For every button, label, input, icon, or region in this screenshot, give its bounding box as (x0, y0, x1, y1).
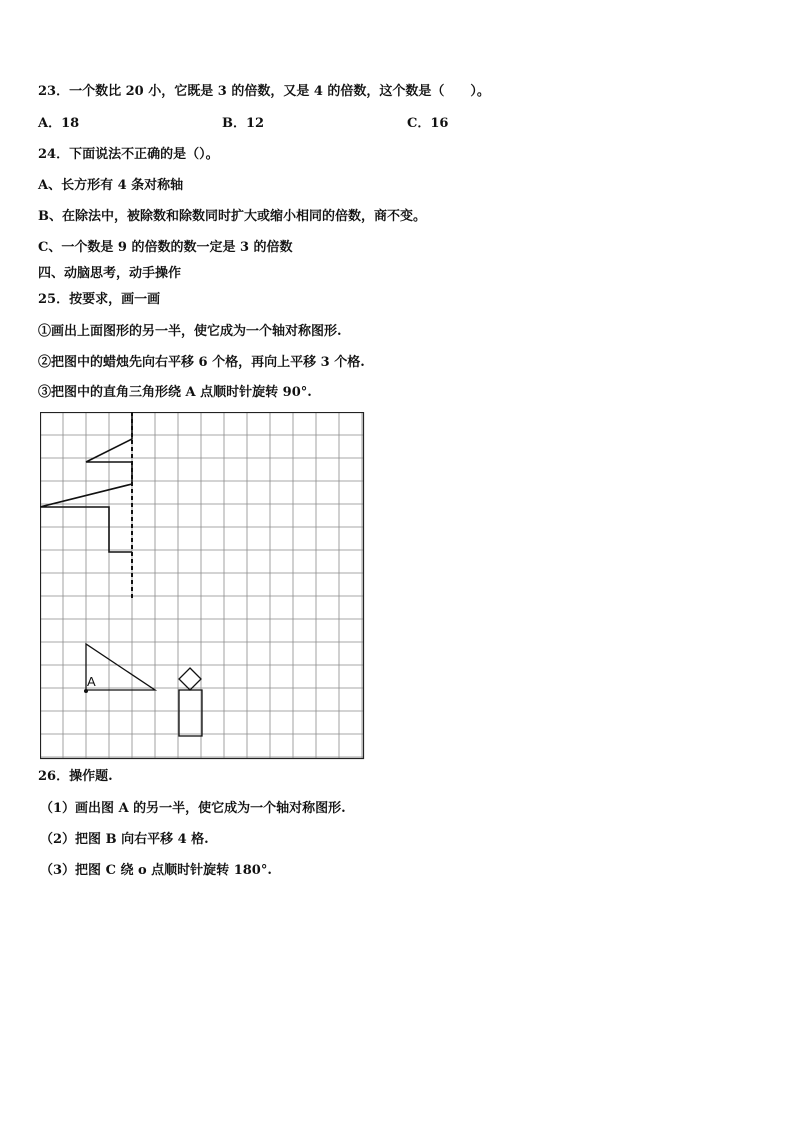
q25-item-2: ②把图中的蜡烛先向右平移 6 个格，再向上平移 3 个格. (38, 355, 365, 370)
candle-flame-shape (179, 668, 201, 690)
q24-option-a: A、长方形有 4 条对称轴 (38, 178, 184, 193)
right-triangle-shape (86, 644, 155, 690)
q23-option-c: C．16 (407, 116, 449, 131)
q24-option-b: B、在除法中，被除数和除数同时扩大或缩小相同的倍数，商不变。 (38, 209, 426, 224)
q26-item-2: （2）把图 B 向右平移 4 格. (40, 832, 209, 847)
grid-figure (40, 412, 366, 760)
q25-stem: 25．按要求，画一画 (38, 292, 161, 307)
q25-item-1: ①画出上面图形的另一半，使它成为一个轴对称图形. (38, 324, 342, 339)
section-heading: 四、动脑思考，动手操作 (38, 266, 182, 281)
point-a-dot (84, 689, 88, 693)
q25-item-3: ③把图中的直角三角形绕 A 点顺时针旋转 90°. (38, 385, 312, 400)
point-a-label: A (87, 674, 96, 689)
q26-item-3: （3）把图 C 绕 o 点顺时针旋转 180°. (40, 863, 272, 878)
q26-item-1: （1）画出图 A 的另一半，使它成为一个轴对称图形. (40, 801, 346, 816)
q26-stem: 26．操作题. (38, 769, 113, 784)
candle-body-shape (179, 690, 202, 736)
q24-stem: 24．下面说法不正确的是（）。 (38, 147, 219, 162)
q23-option-a: A．18 (38, 116, 80, 131)
q23-option-b: B．12 (222, 116, 265, 131)
q24-option-c: C、一个数是 9 的倍数的数一定是 3 的倍数 (38, 240, 293, 255)
q23-stem: 23．一个数比 20 小，它既是 3 的倍数，又是 4 的倍数，这个数是（ ）。 (38, 84, 490, 99)
